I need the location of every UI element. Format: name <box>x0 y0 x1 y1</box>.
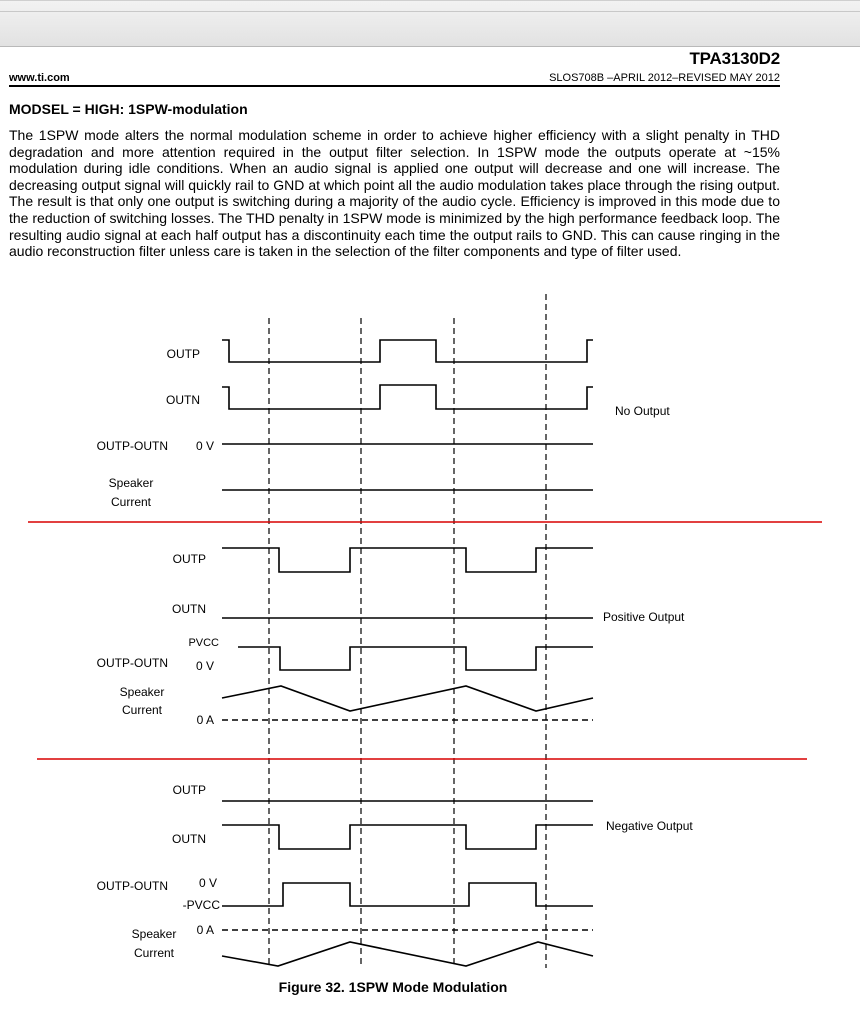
toolbar-divider <box>0 11 860 12</box>
neg-output-current-label: Current <box>133 946 175 960</box>
pos-output-title: Positive Output <box>603 610 685 624</box>
pos-output-pvcc-label: PVCC <box>188 637 219 649</box>
pos-output-zero-a-label: 0 A <box>196 713 214 727</box>
pos-output-zero-v-label: 0 V <box>195 659 214 673</box>
header-rule <box>9 85 780 87</box>
neg-output-diff-wave <box>222 883 593 906</box>
neg-output-current-wave <box>222 942 593 966</box>
neg-output-neg-pvcc-label: -PVCC <box>182 898 220 912</box>
viewer-toolbar <box>0 0 860 47</box>
pos-output-current-wave <box>222 686 593 711</box>
no-output-zero-v-label: 0 V <box>195 439 214 453</box>
pos-output-current-label: Current <box>121 703 163 717</box>
doc-revision: SLOS708B –APRIL 2012–REVISED MAY 2012 <box>549 72 780 84</box>
site-link[interactable]: www.ti.com <box>9 72 70 84</box>
no-output-current-label: Current <box>110 495 152 509</box>
neg-output-zero-a-label: 0 A <box>196 923 214 937</box>
no-output-diff-label: OUTP-OUTN <box>96 439 168 453</box>
pos-output-diff-label: OUTP-OUTN <box>96 656 168 670</box>
no-output-speaker-label: Speaker <box>108 476 154 490</box>
section-heading: MODSEL = HIGH: 1SPW-modulation <box>9 101 248 117</box>
no-output-outp-wave <box>222 340 593 362</box>
neg-output-speaker-label: Speaker <box>131 927 177 941</box>
body-paragraph: The 1SPW mode alters the normal modulation scheme in order to achieve higher efficiency with a slight penalty in THD degradation and more attention required in the output filter selection. In 1SPW mode the outputs operate at ~15% modulation during idle conditions. When an audio signal is applied one output will decrease and one will increase. The decreasing output signal will quickly rail to GND at which point all the audio modulation takes place through the rising output. The result is that only one output is switching during a majority of the audio cycle. Efficiency is improved in this mode due to the reduction of switching losses. The THD penalty in 1SPW mode is minimized by the high performance feedback loop. The resulting audio signal at each half output has a discontinuity each time the output rails to GND. This can cause ringing in the audio reconstruction filter unless care is taken in the selection of the filter components and type of filter used. <box>9 127 780 260</box>
neg-output-outp-label: OUTP <box>172 783 206 797</box>
pos-output-outp-wave <box>222 548 593 572</box>
neg-output-outn-wave <box>222 825 593 849</box>
no-output-outn-wave <box>222 385 593 409</box>
timing-diagram <box>0 290 860 980</box>
pos-output-outn-label: OUTN <box>172 602 206 616</box>
no-output-title: No Output <box>615 404 670 418</box>
pos-output-diff-wave <box>238 647 593 670</box>
pos-output-outp-label: OUTP <box>172 552 206 566</box>
neg-output-zero-v-label: 0 V <box>198 876 217 890</box>
neg-output-title: Negative Output <box>606 819 693 833</box>
neg-output-outn-label: OUTN <box>172 832 206 846</box>
no-output-outp-label: OUTP <box>166 347 200 361</box>
neg-output-diff-label: OUTP-OUTN <box>96 879 168 893</box>
no-output-outn-label: OUTN <box>166 393 200 407</box>
figure-caption: Figure 32. 1SPW Mode Modulation <box>278 979 508 995</box>
doc-number: TPA3130D2 <box>689 49 780 68</box>
pos-output-speaker-label: Speaker <box>119 685 165 699</box>
